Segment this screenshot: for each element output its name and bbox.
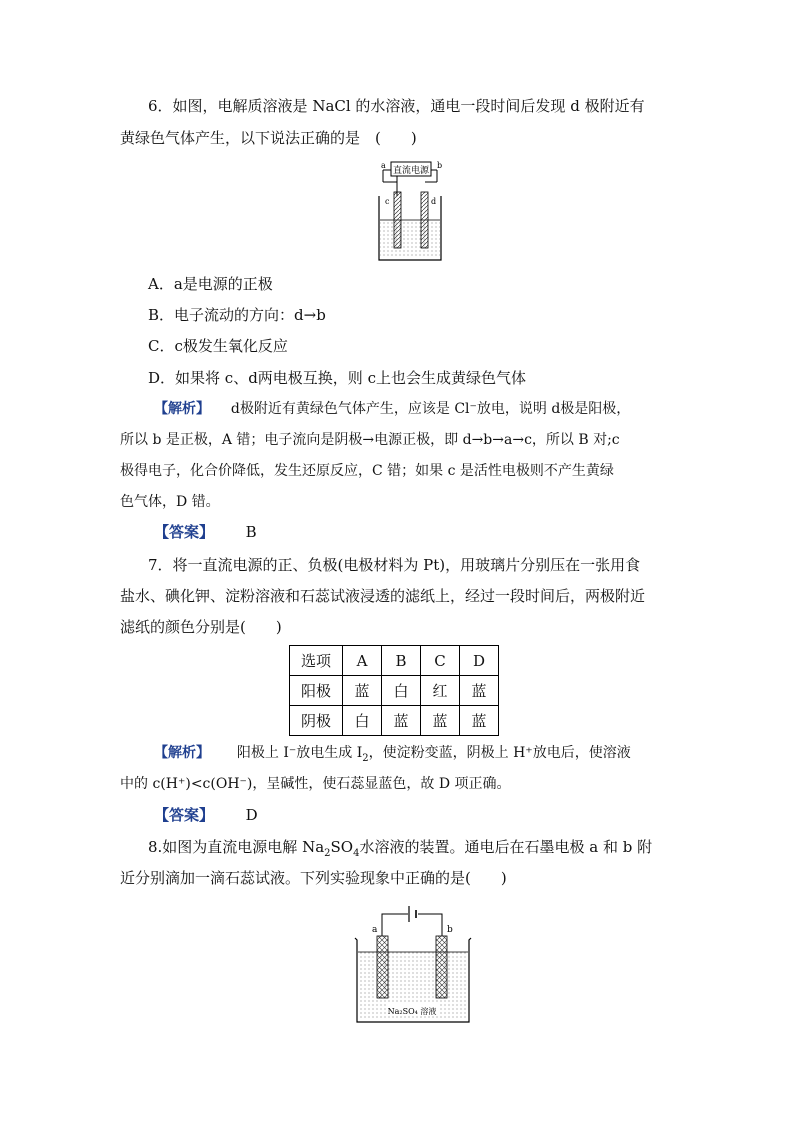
electrode-d-label: d	[431, 197, 437, 206]
table-cell: 阴极	[290, 706, 343, 736]
table-cell: 蓝	[382, 706, 421, 736]
table-cell: 白	[382, 676, 421, 706]
analysis-text: 阳极上 I⁻放电生成 I	[236, 745, 363, 761]
q7-analysis-line1	[154, 743, 631, 769]
electrode-b-label: b	[447, 925, 453, 935]
q7-stem-line1: 7．将一直流电源的正、负极(电极材料为 Pt)，用玻璃片分别压在一张用食	[148, 556, 641, 574]
analysis-text: ，使淀粉变蓝，阴极上 H⁺放电后，使溶液	[368, 745, 631, 761]
analysis-subscript: 2	[362, 752, 369, 764]
table-cell: 蓝	[343, 676, 382, 706]
table-cell: 选项	[290, 646, 343, 676]
q8-text: SO	[330, 838, 354, 856]
q6-option-b: B．电子流动的方向：d→b	[148, 306, 326, 324]
graphite-electrode-a	[377, 936, 388, 998]
table-row	[290, 676, 499, 706]
solution-label: Na₂SO₄ 溶液	[387, 1007, 437, 1016]
q6-stem-line1: 6．如图，电解质溶液是 NaCl 的水溶液，通电一段时间后发现 d 极附近有	[148, 97, 645, 115]
solution	[380, 220, 440, 256]
answer-value: B	[245, 523, 257, 541]
table-cell: C	[421, 646, 460, 676]
q8-text: 8.如图为直流电源电解 Na	[148, 838, 325, 856]
electrode-c	[394, 192, 401, 248]
table-cell: 红	[421, 676, 460, 706]
q6-option-c: C．c极发生氧化反应	[148, 337, 288, 355]
q6-analysis-line2: 所以 b 是正极，A 错；电子流向是阴极→电源正极，即 d→b→a→c，所以 B 对;c	[120, 432, 620, 448]
answer-value: D	[245, 806, 258, 824]
q7-stem-line2: 盐水、碘化钾、淀粉溶液和石蕊试液浸透的滤纸上，经过一段时间后，两极附近	[120, 587, 646, 605]
graphite-electrode-b	[436, 936, 447, 998]
table-cell: 白	[343, 706, 382, 736]
answer-tag: 【答案】	[154, 523, 215, 541]
table-cell: 阳极	[290, 676, 343, 706]
q6-option-a: A．a是电源的正极	[148, 275, 273, 293]
q7-stem-line3: 滤纸的颜色分别是( )	[120, 618, 282, 636]
table-cell: A	[343, 646, 382, 676]
table-cell: 蓝	[460, 676, 499, 706]
power-supply-label: 直流电源	[392, 166, 430, 176]
q6-analysis-line1	[154, 399, 630, 419]
table-row	[290, 646, 499, 676]
table-row	[290, 706, 499, 736]
electrode-d	[421, 192, 428, 248]
table-cell: 蓝	[460, 706, 499, 736]
analysis-tag: 【解析】	[154, 401, 210, 417]
terminal-a-label: a	[381, 161, 386, 170]
q8-text: 水溶液的装置。通电后在石墨电极 a 和 b 附	[359, 838, 653, 856]
analysis-tag: 【解析】	[154, 745, 210, 761]
electrolysis-cell-figure-q6	[375, 158, 445, 264]
answer-tag: 【答案】	[154, 806, 215, 824]
q6-option-d: D．如果将 c、d两电极互换，则 c上也会生成黄绿色气体	[148, 369, 526, 387]
q6-analysis-line3: 极得电子，化合价降低，发生还原反应，C 错；如果 c 是活性电极则不产生黄绿	[120, 463, 614, 479]
q7-options-table	[289, 645, 499, 736]
terminal-b-label: b	[437, 161, 443, 170]
electrolysis-cell-figure-q8	[352, 900, 474, 1026]
q7-analysis-line2: 中的 c(H⁺)<c(OH⁻)，呈碱性，使石蕊显蓝色，故 D 项正确。	[120, 776, 511, 792]
table-cell: D	[460, 646, 499, 676]
table-cell: 蓝	[421, 706, 460, 736]
electrode-a-label: a	[372, 925, 378, 935]
q6-analysis-line4: 色气体，D 错。	[120, 494, 220, 510]
electrode-c-label: c	[385, 197, 390, 206]
q6-answer	[154, 522, 257, 542]
q8-subscript: 4	[353, 848, 360, 859]
analysis-text: d极附近有黄绿色气体产生，应该是 Cl⁻放电，说明 d极是阳极，	[230, 401, 631, 417]
q8-subscript: 2	[324, 848, 331, 859]
table-cell: B	[382, 646, 421, 676]
q8-stem-line2: 近分别滴加一滴石蕊试液。下列实验现象中正确的是( )	[120, 869, 507, 887]
q7-answer	[154, 805, 258, 825]
q6-stem-line2: 黄绿色气体产生，以下说法正确的是 ( )	[120, 129, 417, 147]
q8-stem-line1	[148, 837, 652, 864]
